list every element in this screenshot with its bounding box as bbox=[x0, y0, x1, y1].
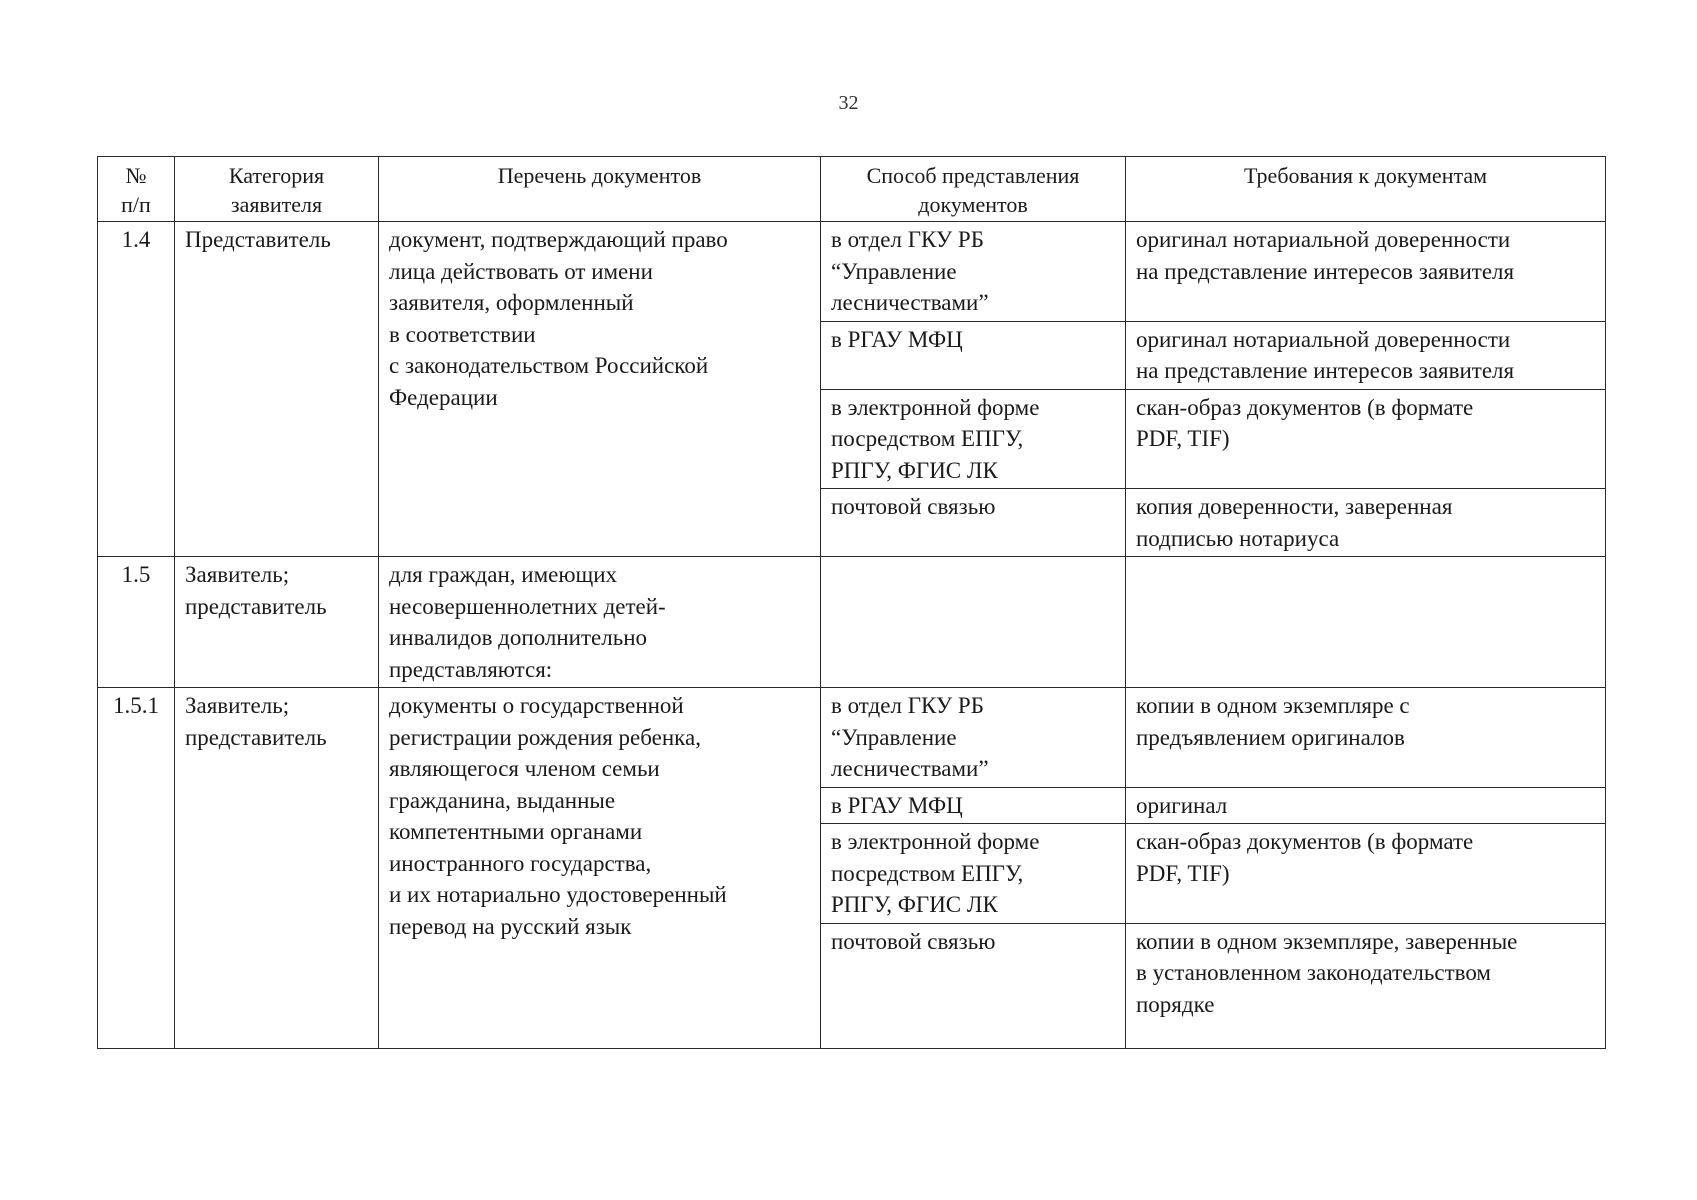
submission-method: в электронной форме посредством ЕПГУ, РПГУ, ФГИС ЛК bbox=[821, 389, 1126, 489]
submission-method: почтовой связью bbox=[821, 923, 1126, 1048]
document-requirement: копия доверенности, заверенная подписью нотариуса bbox=[1126, 489, 1606, 557]
document-requirement: оригинал нотариальной доверенности на представление интересов заявителя bbox=[1126, 222, 1606, 322]
applicant-category: Представитель bbox=[175, 222, 379, 557]
document-requirement: скан-образ документов (в формате PDF, TIF) bbox=[1126, 389, 1606, 489]
table-row bbox=[98, 222, 1606, 322]
document-requirement bbox=[1126, 557, 1606, 688]
submission-method: в электронной форме посредством ЕПГУ, РПГУ, ФГИС ЛК bbox=[821, 824, 1126, 924]
documents-table bbox=[97, 156, 1606, 1049]
applicant-category: Заявитель; представитель bbox=[175, 688, 379, 1049]
header-category: Категория заявителя bbox=[175, 157, 379, 222]
row-number: 1.5.1 bbox=[98, 688, 175, 1049]
submission-method: в РГАУ МФЦ bbox=[821, 787, 1126, 824]
submission-method: в отдел ГКУ РБ “Управление лесничествами” bbox=[821, 688, 1126, 788]
document-requirement: скан-образ документов (в формате PDF, TIF) bbox=[1126, 824, 1606, 924]
page-number: 32 bbox=[838, 92, 859, 114]
document-list: документ, подтверждающий право лица действовать от имени заявителя, оформленный в соответствии с законодательством Российской Федерации bbox=[379, 222, 821, 557]
submission-method: в РГАУ МФЦ bbox=[821, 321, 1126, 389]
row-number: 1.5 bbox=[98, 557, 175, 688]
submission-method bbox=[821, 557, 1126, 688]
applicant-category: Заявитель; представитель bbox=[175, 557, 379, 688]
document-requirement: копии в одном экземпляре, заверенные в установленном законодательством порядке bbox=[1126, 923, 1606, 1048]
document-requirement: оригинал bbox=[1126, 787, 1606, 824]
header-documents: Перечень документов bbox=[379, 157, 821, 222]
table-header-row bbox=[98, 157, 1606, 222]
document-list: для граждан, имеющих несовершеннолетних детей- инвалидов дополнительно представляются: bbox=[379, 557, 821, 688]
document-requirement: копии в одном экземпляре с предъявлением оригиналов bbox=[1126, 688, 1606, 788]
document-list: документы о государственной регистрации рождения ребенка, являющегося членом семьи гражданина, выданные компетентными органами иностранного государства, и их нотариально удостоверенный перевод на русский язык bbox=[379, 688, 821, 1049]
header-num: № п/п bbox=[98, 157, 175, 222]
table-row bbox=[98, 688, 1606, 788]
submission-method: почтовой связью bbox=[821, 489, 1126, 557]
header-method: Способ представления документов bbox=[821, 157, 1126, 222]
submission-method: в отдел ГКУ РБ “Управление лесничествами” bbox=[821, 222, 1126, 322]
table-row bbox=[98, 557, 1606, 688]
document-requirement: оригинал нотариальной доверенности на представление интересов заявителя bbox=[1126, 321, 1606, 389]
row-number: 1.4 bbox=[98, 222, 175, 557]
header-requirements: Требования к документам bbox=[1126, 157, 1606, 222]
